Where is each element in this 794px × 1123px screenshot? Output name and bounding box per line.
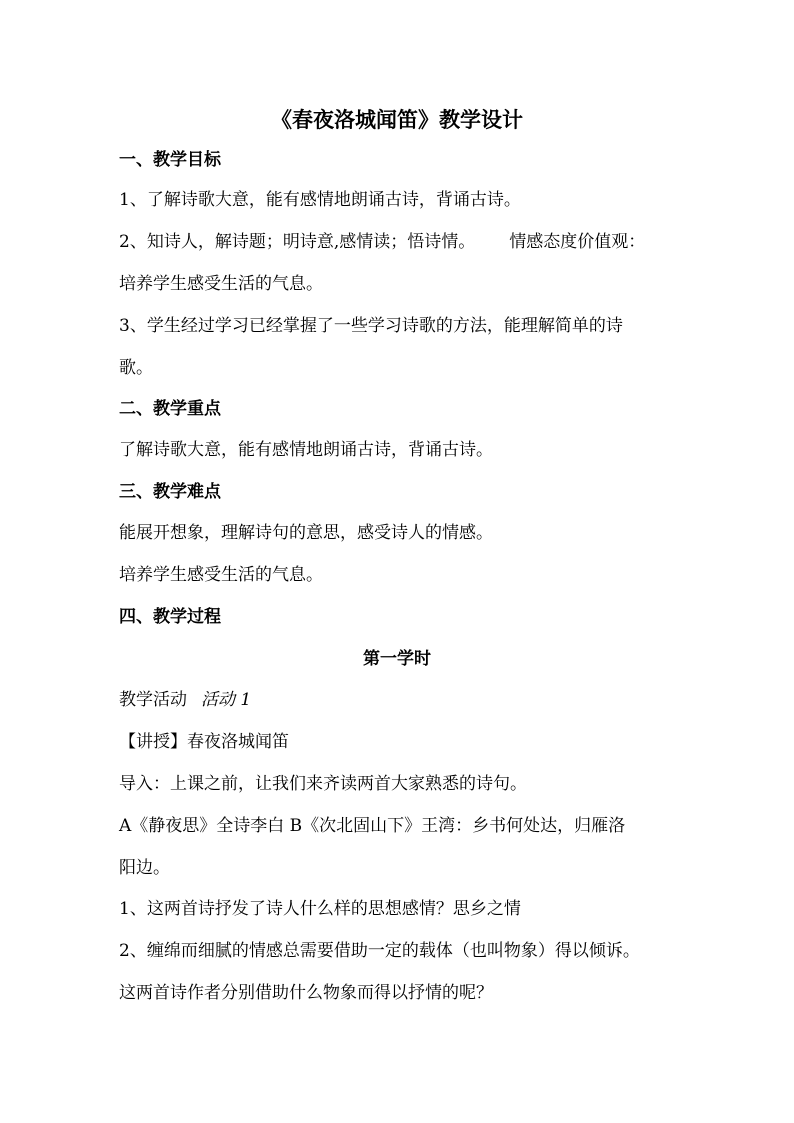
goal-item-3: 3、学生经过学习已经掌握了一些学习诗歌的方法，能理解简单的诗 [119,316,623,336]
section-heading-difficulties: 三、教学难点 [119,482,221,502]
section-heading-key-points: 二、教学重点 [119,399,221,419]
goal-item-2-continuation: 培养学生感受生活的气息。 [119,274,323,294]
question-2: 2、缠绵而细腻的情感总需要借助一定的载体（也叫物象）得以倾诉。 [119,941,640,961]
goal-item-2-text: 2、知诗人，解诗题；明诗意,感情读；悟诗情。 [119,232,476,252]
lesson-title: 第一学时 [363,649,431,669]
difficulties-text-2: 培养学生感受生活的气息。 [119,565,323,585]
question-2-continuation: 这两首诗作者分别借助什么物象而得以抒情的呢？ [119,983,493,1003]
activity-name: 活动 1 [201,690,252,710]
poems-line-continuation: 阳边。 [119,858,170,878]
question-1: 1、这两首诗抒发了诗人什么样的思想感情？思乡之情 [119,899,521,919]
intro-line: 导入：上课之前，让我们来齐读两首大家熟悉的诗句。 [119,774,527,794]
difficulties-text-1: 能展开想象，理解诗句的意思，感受诗人的情感。 [119,523,493,543]
activity-label: 教学活动 [119,690,187,710]
goal-item-1: 1、了解诗歌大意，能有感情地朗诵古诗，背诵古诗。 [119,190,521,210]
key-points-text: 了解诗歌大意，能有感情地朗诵古诗，背诵古诗。 [119,440,493,460]
lecture-line: 【讲授】春夜洛城闻笛 [119,732,289,752]
document-title: 《春夜洛城闻笛》教学设计 [271,107,523,132]
section-heading-process: 四、教学过程 [119,607,221,627]
poems-line: A《静夜思》全诗李白 B《次北固山下》王湾：乡书何处达，归雁洛 [119,816,626,836]
activity-line [119,689,251,711]
section-heading-goals: 一、教学目标 [119,150,221,170]
goal-item-3-continuation: 歌。 [119,358,153,378]
goal-item-2-emotion-label: 情感态度价值观： [509,232,646,252]
goal-item-2 [119,231,645,253]
